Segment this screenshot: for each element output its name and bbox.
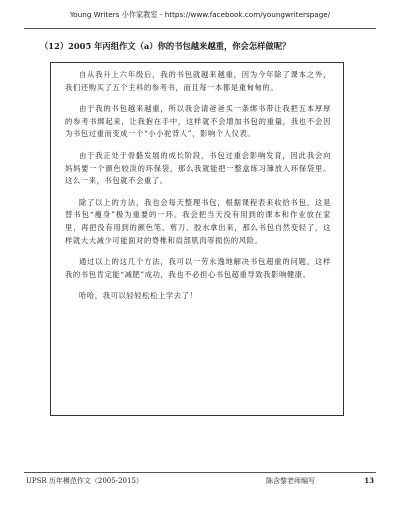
header-divider <box>24 28 376 29</box>
essay-paragraph-1: 自从我升上六年级后，我的书包就越来越重，因为今年除了课本之外，我们还购买了五个主科的参考书，而且每一本都是重甸甸的。 <box>65 70 331 92</box>
footer-book-title: UPSR 历年模范作文（2005-2015） <box>26 477 143 485</box>
page-number: 13 <box>364 476 374 485</box>
essay-paragraph-6: 哈哈，我可以轻轻松松上学去了！ <box>79 291 198 301</box>
essay-paragraph-4: 除了以上的方法，我也会每天整理书包，根据课程表来收拾书包，这是替书包“瘦身”极为重要的一环。我会把当天没有用到的课本和作业放在家里，再把没有用到的颜色笔、剪刀、胶水拿出来，那么书包自然变轻了，这样就大大减少可能面对的脊椎和肩部肌肉等损伤的风险。 <box>65 197 331 245</box>
page-header: Young Writers 小作家教室 - https://www.facebook.com/youngwriterspage/ <box>69 10 331 19</box>
footer-divider <box>24 472 376 473</box>
footer-author: 陈含黎老师编写 <box>266 477 315 485</box>
essay-title: （12）2005 年丙组作文（a）你的书包越来越重，你会怎样做呢？ <box>40 41 291 51</box>
essay-paragraph-5: 通过以上的这几个方法，我可以一劳永逸地解决书包超重的问题，这样我的书包肯定能“减肥”成功，我也不必担心书包超重导致我影响健康。 <box>65 257 331 279</box>
essay-box <box>50 62 344 416</box>
essay-paragraph-3: 由于我正处于骨骼发展的成长阶段，书包过重会影响发育，因此我会向妈妈要一个颜色较淡的环保袋，那么我就能把一整盒练习簿放入环保袋里。这么一来，书包就不会重了。 <box>65 150 331 186</box>
essay-paragraph-2: 由于我的书包越来越重，所以我会请爸爸买一条绑书带让我把五本厚厚的参考书绑起来，让我抱在手中，这样就不会增加书包的重量，我也不会因为书包过重而变成一个“小小驼背人”，影响个人仪表。 <box>65 104 331 139</box>
